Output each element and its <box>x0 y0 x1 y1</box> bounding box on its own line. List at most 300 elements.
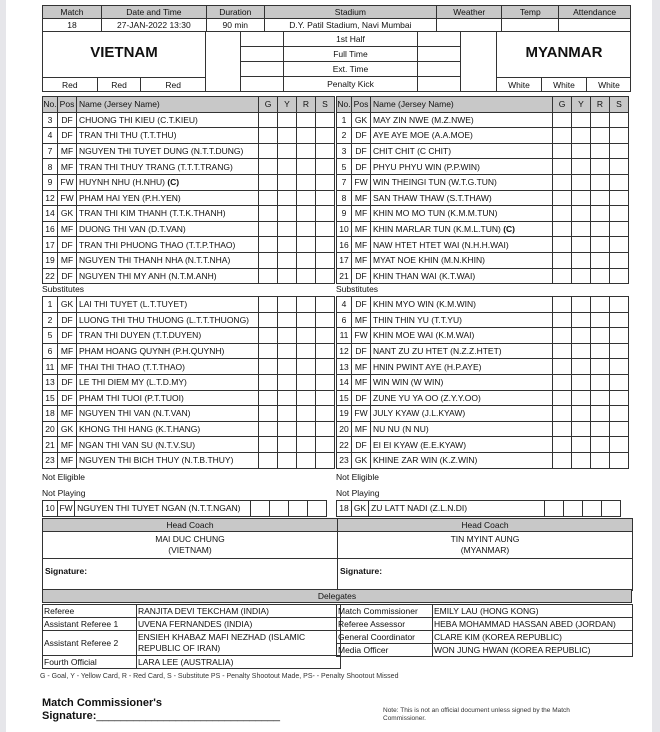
player-name-cell <box>371 452 553 468</box>
sub-cell <box>610 312 629 328</box>
player-row <box>43 237 335 253</box>
away-kit-socks: White <box>586 78 631 92</box>
player-position: DF <box>58 268 77 284</box>
period-full-time: Full Time <box>283 46 418 61</box>
away-not-eligible-label: Not Eligible <box>336 472 379 482</box>
sub-cell <box>610 359 629 375</box>
red-cell <box>591 252 610 268</box>
player-number: 23 <box>43 452 58 468</box>
player-row <box>43 190 335 206</box>
away-substitutes-table <box>336 296 629 469</box>
delegate-role: Assistant Referee 2 <box>43 631 137 656</box>
yellow-cell <box>278 268 297 284</box>
away-head-coach <box>338 532 633 559</box>
yellow-cell <box>278 112 297 128</box>
goal-cell <box>553 452 572 468</box>
yellow-cell <box>278 252 297 268</box>
player-position: FW <box>352 406 371 422</box>
delegate-role: Assistant Referee 1 <box>43 618 137 631</box>
yellow-cell <box>572 268 591 284</box>
goal-cell <box>259 343 278 359</box>
away-starters-table <box>336 96 629 284</box>
player-number: 3 <box>43 112 58 128</box>
delegate-name: UVENA FERNANDES (INDIA) <box>137 618 341 631</box>
goal-cell <box>544 501 563 517</box>
player-name-cell <box>371 143 553 159</box>
home-kit-shirt: Red <box>62 80 78 90</box>
match-attendance <box>559 19 631 32</box>
player-name: JULY KYAW (J.L.KYAW) <box>373 408 466 419</box>
sub-cell <box>316 359 335 375</box>
player-number: 1 <box>337 112 352 128</box>
player-number: 7 <box>43 143 58 159</box>
red-cell <box>591 174 610 190</box>
period-1st-half: 1st Half <box>283 32 418 47</box>
player-name-cell <box>77 206 259 222</box>
player-row <box>337 421 629 437</box>
goal-cell <box>553 437 572 453</box>
red-cell <box>297 406 316 422</box>
col-attendance: Attendance <box>559 6 631 19</box>
player-name-cell <box>77 421 259 437</box>
yellow-cell <box>563 501 582 517</box>
yellow-cell <box>572 174 591 190</box>
sub-cell <box>316 312 335 328</box>
sub-cell <box>316 143 335 159</box>
player-position: GK <box>352 501 369 517</box>
red-cell <box>297 390 316 406</box>
player-row <box>337 359 629 375</box>
player-name: ZU LATT NADI (Z.L.N.DI) <box>371 503 468 514</box>
delegate-name: WON JUNG HWAN (KOREA REPUBLIC) <box>433 644 633 657</box>
red-cell <box>591 190 610 206</box>
red-cell <box>591 297 610 313</box>
lineup-header-no: No. <box>43 97 58 113</box>
player-position: MF <box>58 159 77 175</box>
goal-cell <box>553 190 572 206</box>
score-periods-table <box>241 31 460 91</box>
col-date-time: Date and Time <box>101 6 206 19</box>
player-number: 5 <box>337 159 352 175</box>
player-position: MF <box>352 421 371 437</box>
yellow-cell <box>572 421 591 437</box>
commissioner-signature-line[interactable]: ______________________________ <box>96 710 280 722</box>
yellow-cell <box>572 343 591 359</box>
player-name: AYE AYE MOE (A.A.MOE) <box>373 130 473 141</box>
player-row <box>337 237 629 253</box>
red-cell <box>297 174 316 190</box>
player-position: MF <box>58 437 77 453</box>
away-signature-field[interactable] <box>338 559 633 591</box>
away-coach-name: TIN MYINT AUNG <box>450 534 520 544</box>
sub-cell <box>316 206 335 222</box>
player-position: FW <box>352 328 371 344</box>
away-not-playing-table <box>336 500 621 517</box>
sub-cell <box>316 437 335 453</box>
sub-cell <box>316 190 335 206</box>
commissioner-signature-block <box>42 697 280 723</box>
red-cell <box>591 112 610 128</box>
home-signature-label: Signature: <box>45 566 88 576</box>
player-row <box>337 159 629 175</box>
red-cell <box>591 312 610 328</box>
sub-cell <box>610 143 629 159</box>
goal-cell <box>553 328 572 344</box>
red-cell <box>297 190 316 206</box>
player-number: 13 <box>43 374 58 390</box>
delegate-name: CLARE KIM (KOREA REPUBLIC) <box>433 631 633 644</box>
lineup-header-s: S <box>610 97 629 113</box>
red-cell <box>297 421 316 437</box>
home-head-coach-label: Head Coach <box>43 519 338 532</box>
red-cell <box>591 406 610 422</box>
home-not-playing-label: Not Playing <box>42 488 86 498</box>
player-name-cell <box>371 312 553 328</box>
player-name: KHONG THI HANG (K.T.HANG) <box>79 424 201 435</box>
player-name: KHINE ZAR WIN (K.Z.WIN) <box>373 455 478 466</box>
player-position: MF <box>58 359 77 375</box>
player-row <box>43 374 335 390</box>
delegate-name: EMILY LAU (HONG KONG) <box>433 605 633 618</box>
home-signature-field[interactable] <box>43 559 338 591</box>
player-row <box>337 174 629 190</box>
red-cell <box>591 159 610 175</box>
player-position: MF <box>352 359 371 375</box>
player-number: 22 <box>337 437 352 453</box>
red-cell <box>297 268 316 284</box>
player-name: THAI THI THAO (T.T.THAO) <box>79 361 185 372</box>
player-name: TRAN THI PHUONG THAO (T.T.P.THAO) <box>79 239 236 250</box>
goal-cell <box>259 221 278 237</box>
player-position: GK <box>58 206 77 222</box>
sub-cell <box>601 501 620 517</box>
player-number: 21 <box>337 268 352 284</box>
red-cell <box>297 128 316 144</box>
home-score-full-time <box>241 46 283 61</box>
player-name-cell <box>77 190 259 206</box>
yellow-cell <box>278 452 297 468</box>
delegate-row <box>43 605 341 618</box>
player-row <box>337 297 629 313</box>
player-position: MF <box>58 452 77 468</box>
red-cell <box>288 501 307 517</box>
player-position: MF <box>352 374 371 390</box>
player-row <box>43 143 335 159</box>
player-row <box>337 452 629 468</box>
red-cell <box>297 297 316 313</box>
player-row <box>43 328 335 344</box>
teams-score-block <box>42 31 631 92</box>
sub-cell <box>610 297 629 313</box>
player-position: DF <box>352 268 371 284</box>
player-name-cell <box>371 112 553 128</box>
player-row <box>43 252 335 268</box>
player-position: MF <box>58 143 77 159</box>
goal-cell <box>553 359 572 375</box>
goal-cell <box>553 174 572 190</box>
player-row <box>337 343 629 359</box>
player-name: MYAT NOE KHIN (M.N.KHIN) <box>373 255 485 266</box>
sub-cell <box>316 112 335 128</box>
player-row <box>43 312 335 328</box>
player-name: SAN THAW THAW (S.T.THAW) <box>373 192 492 203</box>
player-name-cell <box>77 359 259 375</box>
goal-cell <box>259 174 278 190</box>
player-position: MF <box>352 237 371 253</box>
match-number: 18 <box>43 19 102 32</box>
red-cell <box>591 143 610 159</box>
yellow-cell <box>572 390 591 406</box>
yellow-cell <box>278 159 297 175</box>
yellow-cell <box>269 501 288 517</box>
player-name: PHYU PHYU WIN (P.P.WIN) <box>373 161 480 172</box>
away-kit-shorts: White <box>541 78 586 92</box>
delegate-role: Referee <box>43 605 137 618</box>
player-row <box>337 221 629 237</box>
player-name: NGUYEN THI BICH THUY (N.T.B.THUY) <box>79 455 234 466</box>
player-number: 2 <box>337 128 352 144</box>
lineup-header-pos: Pos <box>58 97 77 113</box>
player-row <box>43 206 335 222</box>
yellow-cell <box>278 359 297 375</box>
commissioner-signature-label-line1: Match Commissioner's <box>42 697 162 709</box>
player-name: KHIN MYO WIN (K.M.WIN) <box>373 299 476 310</box>
player-number: 15 <box>43 390 58 406</box>
player-position: FW <box>58 190 77 206</box>
player-row <box>337 312 629 328</box>
player-number: 9 <box>43 174 58 190</box>
red-cell <box>297 452 316 468</box>
sub-cell <box>610 112 629 128</box>
player-name-cell <box>371 221 553 237</box>
red-cell <box>297 374 316 390</box>
player-name-cell <box>77 143 259 159</box>
lineup-header-name: Name (Jersey Name) <box>77 97 259 113</box>
red-cell <box>591 128 610 144</box>
home-coach-country: (VIETNAM) <box>168 545 212 555</box>
player-row <box>337 268 629 284</box>
yellow-cell <box>572 297 591 313</box>
red-cell <box>591 268 610 284</box>
player-name: WIN THEINGI TUN (W.T.G.TUN) <box>373 177 497 188</box>
delegate-name: LARA LEE (AUSTRALIA) <box>137 656 341 669</box>
player-number: 6 <box>43 343 58 359</box>
away-substitutes-label: Substitutes <box>336 284 379 294</box>
player-number: 6 <box>337 312 352 328</box>
player-name: LE THI DIEM MY (L.T.D.MY) <box>79 377 187 388</box>
sub-cell <box>316 297 335 313</box>
delegate-row <box>337 631 633 644</box>
player-number: 2 <box>43 312 58 328</box>
goal-cell <box>553 297 572 313</box>
player-position: MF <box>352 312 371 328</box>
goal-cell <box>553 252 572 268</box>
player-name-cell <box>371 206 553 222</box>
player-name: HUYNH NHU (H.NHU) <box>79 177 165 188</box>
away-head-coach-label: Head Coach <box>338 519 633 532</box>
sub-cell <box>610 128 629 144</box>
yellow-cell <box>278 128 297 144</box>
player-name: MAY ZIN NWE (M.Z.NWE) <box>373 114 474 125</box>
player-name-cell <box>371 268 553 284</box>
lineup-header-row <box>43 97 335 113</box>
yellow-cell <box>572 359 591 375</box>
yellow-cell <box>572 143 591 159</box>
yellow-cell <box>572 221 591 237</box>
player-number: 18 <box>43 406 58 422</box>
player-position: MF <box>352 221 371 237</box>
sub-cell <box>610 406 629 422</box>
red-cell <box>297 312 316 328</box>
player-number: 10 <box>337 221 352 237</box>
player-row <box>337 501 621 517</box>
player-number: 12 <box>43 190 58 206</box>
sub-cell <box>610 174 629 190</box>
player-name: LUONG THI THU THUONG (L.T.T.THUONG) <box>79 314 250 325</box>
col-match: Match <box>43 6 102 19</box>
player-number: 15 <box>337 390 352 406</box>
player-position: DF <box>352 143 371 159</box>
away-score-ext-time <box>418 61 460 76</box>
player-name-cell <box>371 297 553 313</box>
away-score-1st-half <box>418 32 460 47</box>
player-name: NU NU (N NU) <box>373 424 429 435</box>
player-name: KHIN MOE WAI (K.M.WAI) <box>373 330 475 341</box>
player-number: 22 <box>43 268 58 284</box>
red-cell <box>591 374 610 390</box>
player-name: PHAM THI TUOI (P.T.TUOI) <box>79 392 184 403</box>
red-cell <box>591 343 610 359</box>
player-position: FW <box>58 174 77 190</box>
player-number: 5 <box>43 328 58 344</box>
sub-cell <box>316 452 335 468</box>
sub-cell <box>610 159 629 175</box>
player-number: 16 <box>43 221 58 237</box>
player-position: MF <box>58 343 77 359</box>
player-position: DF <box>352 437 371 453</box>
player-name-cell <box>371 190 553 206</box>
goal-cell <box>553 268 572 284</box>
player-name-cell <box>371 421 553 437</box>
player-row <box>337 143 629 159</box>
goal-cell <box>259 206 278 222</box>
player-position: MF <box>58 406 77 422</box>
player-name-cell <box>371 374 553 390</box>
player-number: 20 <box>43 421 58 437</box>
lineup-header-s: S <box>316 97 335 113</box>
home-coach-name: MAI DUC CHUNG <box>155 534 225 544</box>
lineup-header-row <box>337 97 629 113</box>
lineup-header-g: G <box>259 97 278 113</box>
yellow-cell <box>278 437 297 453</box>
sub-cell <box>316 406 335 422</box>
goal-cell <box>259 237 278 253</box>
goal-cell <box>553 312 572 328</box>
sub-cell <box>316 159 335 175</box>
red-cell <box>297 437 316 453</box>
player-name-cell <box>77 374 259 390</box>
lineup-header-r: R <box>591 97 610 113</box>
lineup-header-no: No. <box>337 97 352 113</box>
sub-cell <box>610 437 629 453</box>
player-row <box>43 128 335 144</box>
red-cell <box>297 221 316 237</box>
player-number: 17 <box>337 252 352 268</box>
player-position: DF <box>352 297 371 313</box>
page-edge-left <box>0 0 6 732</box>
player-row <box>337 390 629 406</box>
delegate-role: General Coordinator <box>337 631 433 644</box>
lineup-header-name: Name (Jersey Name) <box>371 97 553 113</box>
away-coach-country: (MYANMAR) <box>460 545 510 555</box>
player-name: THIN THIN YU (T.T.YU) <box>373 314 462 325</box>
home-kit-socks: Red <box>140 78 205 92</box>
red-cell <box>591 206 610 222</box>
yellow-cell <box>278 421 297 437</box>
player-name-cell <box>77 437 259 453</box>
goal-cell <box>553 390 572 406</box>
player-number: 23 <box>337 452 352 468</box>
yellow-cell <box>278 297 297 313</box>
away-kit-shirt: White <box>508 80 530 90</box>
delegate-role: Fourth Official <box>43 656 137 669</box>
player-name-cell <box>371 343 553 359</box>
yellow-cell <box>278 143 297 159</box>
sub-cell <box>610 390 629 406</box>
player-name-cell <box>77 237 259 253</box>
player-row <box>43 159 335 175</box>
sub-cell <box>610 268 629 284</box>
yellow-cell <box>572 374 591 390</box>
red-cell <box>297 159 316 175</box>
player-name-cell <box>371 437 553 453</box>
player-row <box>43 174 335 190</box>
sub-cell <box>316 252 335 268</box>
player-number: 18 <box>337 501 352 517</box>
player-name-cell <box>77 268 259 284</box>
player-name-cell <box>77 297 259 313</box>
player-name: TRAN THI THUY TRANG (T.T.T.TRANG) <box>79 161 233 172</box>
player-name-cell <box>77 159 259 175</box>
player-name: CHIT CHIT (C CHIT) <box>373 146 452 157</box>
player-number: 19 <box>43 252 58 268</box>
captain-badge: (C) <box>167 177 180 188</box>
match-duration: 90 min <box>206 19 264 32</box>
lineup-header-r: R <box>297 97 316 113</box>
player-position: GK <box>58 421 77 437</box>
player-row <box>43 390 335 406</box>
footer-note: Note: This is not an official document unless signed by the Match Commissioner. <box>383 707 570 722</box>
sub-cell <box>316 221 335 237</box>
player-name: EI EI KYAW (E.E.KYAW) <box>373 439 467 450</box>
home-starters-table <box>42 96 335 284</box>
delegate-row <box>337 605 633 618</box>
yellow-cell <box>572 190 591 206</box>
sub-cell <box>307 501 326 517</box>
player-position: GK <box>352 112 371 128</box>
goal-cell <box>553 143 572 159</box>
sub-cell <box>610 452 629 468</box>
delegate-role: Referee Assessor <box>337 618 433 631</box>
player-position: DF <box>58 312 77 328</box>
period-penalty-kick: Penalty Kick <box>283 76 418 91</box>
sub-cell <box>610 421 629 437</box>
player-name: NGUYEN THI VAN (N.T.VAN) <box>79 408 191 419</box>
goal-cell <box>259 128 278 144</box>
yellow-cell <box>278 374 297 390</box>
player-name: KHIN MO MO TUN (K.M.M.TUN) <box>373 208 498 219</box>
player-row <box>337 112 629 128</box>
